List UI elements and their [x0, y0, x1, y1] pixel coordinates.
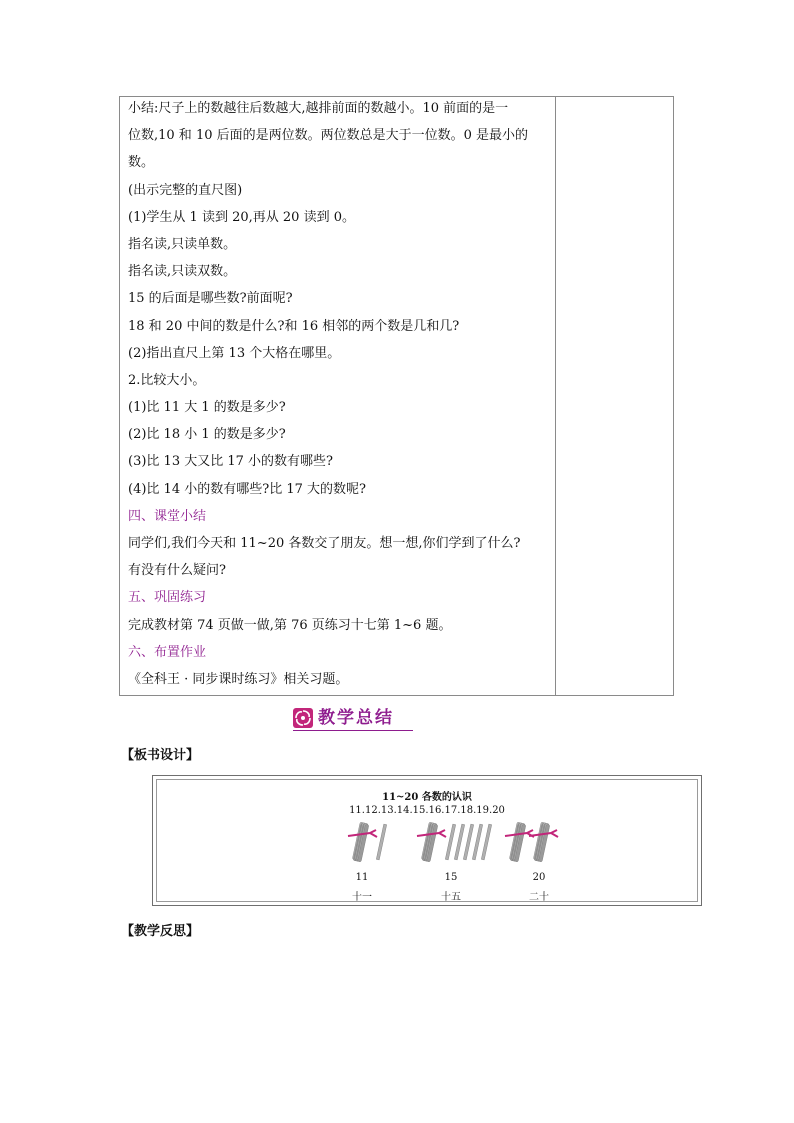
group-number: 11: [355, 872, 369, 883]
lesson-line: 位数,10 和 10 后面的是两位数。两位数总是大于一位数。0 是最小的: [128, 128, 529, 144]
lesson-line: 指名读,只读双数。: [128, 264, 237, 280]
lesson-line: (2)指出直尺上第 13 个大格在哪里。: [128, 345, 341, 361]
board-title: 11~20 各数的认识: [382, 792, 472, 803]
section-heading: 六、布置作业: [128, 644, 207, 660]
lesson-line: (4)比 14 小的数有哪些?比 17 大的数呢?: [128, 481, 366, 497]
group-number: 20: [532, 872, 546, 883]
lesson-line: 2.比较大小。: [128, 372, 206, 388]
lesson-line: 小结:尺子上的数越往后数越大,越排前面的数越小。10 前面的是一: [128, 101, 509, 116]
summary-underline: [293, 730, 413, 731]
group-chinese-numeral: 二十: [529, 892, 549, 903]
board-inner-frame: [156, 779, 698, 902]
lesson-line: 数。: [128, 155, 155, 171]
lesson-content: [128, 97, 553, 693]
single-stick: [463, 824, 473, 860]
teaching-reflection-label: 【教学反思】: [121, 924, 200, 939]
lesson-line: 15 的后面是哪些数?前面呢?: [128, 291, 293, 307]
lesson-line: (1)比 11 大 1 的数是多少?: [128, 400, 286, 416]
stick-bundles-illustration: [157, 820, 699, 870]
single-stick: [481, 824, 491, 860]
stick-bundle: [505, 822, 534, 862]
lesson-line: (3)比 13 大又比 17 小的数有哪些?: [128, 454, 333, 470]
lesson-line: 《全科王 · 同步课时练习》相关习题。: [128, 671, 349, 687]
table-column-divider: [555, 97, 556, 695]
single-stick: [472, 824, 482, 860]
lesson-table: [119, 96, 674, 696]
lesson-line: (出示完整的直尺图): [128, 182, 243, 198]
group-number: 15: [444, 872, 458, 883]
section-heading: 四、课堂小结: [128, 508, 207, 524]
board-number-sequence: 11.12.13.14.15.16.17.18.19.20: [349, 805, 505, 816]
summary-title: 教学总结: [318, 708, 394, 728]
swirl-icon: [293, 708, 313, 728]
group-chinese-numeral: 十五: [441, 892, 461, 903]
section-heading: 五、巩固练习: [128, 590, 207, 606]
lesson-line: 18 和 20 中间的数是什么?和 16 相邻的两个数是几和几?: [128, 318, 460, 334]
single-stick: [454, 824, 464, 860]
lesson-line: 有没有什么疑问?: [128, 563, 226, 579]
board-design-label: 【板书设计】: [121, 748, 200, 763]
single-stick: [376, 824, 386, 860]
board-design-figure: [152, 775, 702, 906]
lesson-line: (1)学生从 1 读到 20,再从 20 读到 0。: [128, 209, 355, 225]
lesson-line: 指名读,只读单数。: [128, 236, 237, 252]
lesson-line: (2)比 18 小 1 的数是多少?: [128, 427, 286, 443]
single-stick: [445, 824, 455, 860]
stick-bundle: [417, 822, 446, 862]
lesson-line: 完成教材第 74 页做一做,第 76 页练习十七第 1~6 题。: [128, 617, 452, 633]
stick-bundle: [529, 822, 558, 862]
stick-bundle: [348, 822, 377, 862]
lesson-line: 同学们,我们今天和 11~20 各数交了朋友。想一想,你们学到了什么?: [128, 536, 521, 551]
teaching-summary-header: [293, 707, 413, 731]
group-chinese-numeral: 十一: [352, 892, 372, 903]
